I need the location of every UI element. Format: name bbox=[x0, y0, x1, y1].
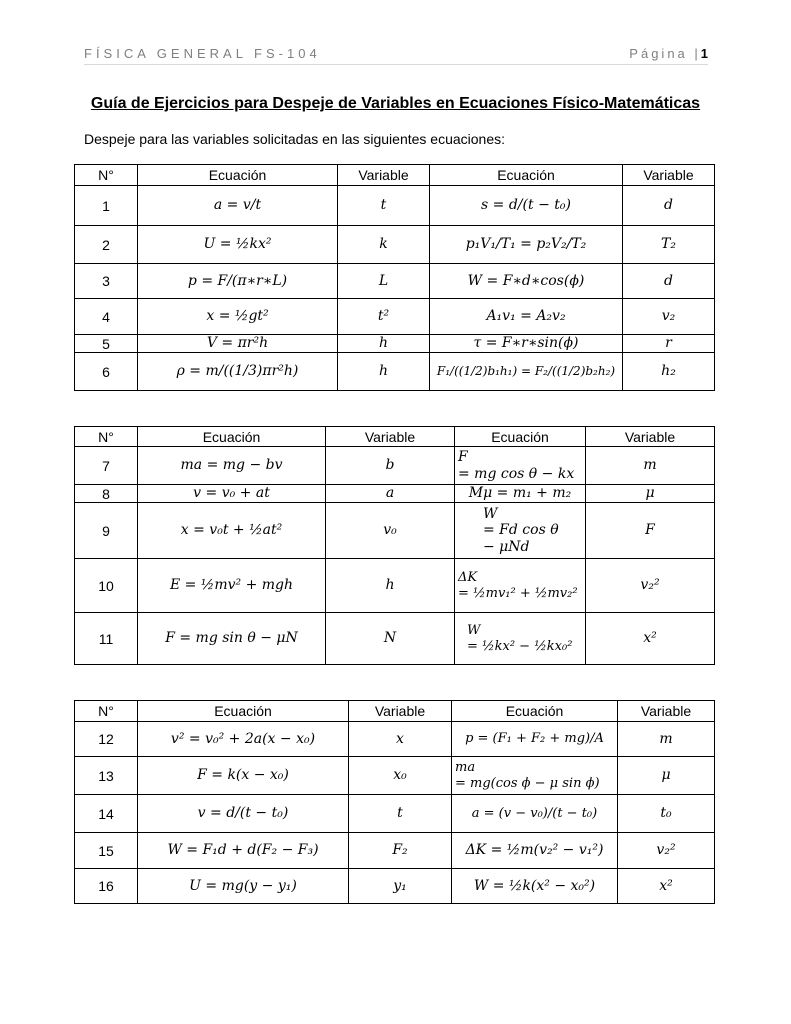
col-header-equation: Ecuación bbox=[452, 701, 618, 722]
col-header-variable: Variable bbox=[326, 427, 455, 447]
exercise-table-3 bbox=[74, 700, 715, 904]
table-row bbox=[75, 485, 715, 503]
col-header-n: N° bbox=[75, 165, 138, 186]
col-header-variable: Variable bbox=[623, 165, 715, 186]
equation: a = (v − v₀)/(t − t₀) bbox=[452, 795, 618, 833]
equation: Mμ = m₁ + m₂ bbox=[455, 485, 586, 503]
row-number: 16 bbox=[75, 869, 138, 904]
col-header-variable: Variable bbox=[338, 165, 430, 186]
variable: y₁ bbox=[349, 869, 452, 904]
variable: μ bbox=[618, 757, 715, 795]
row-number: 5 bbox=[75, 335, 138, 353]
variable: F₂ bbox=[349, 833, 452, 869]
col-header-equation: Ecuación bbox=[138, 427, 326, 447]
row-number: 7 bbox=[75, 447, 138, 485]
row-number: 10 bbox=[75, 559, 138, 613]
variable: x² bbox=[618, 869, 715, 904]
row-number: 13 bbox=[75, 757, 138, 795]
equation: F₁/((1/2)b₁h₁) = F₂/((1/2)b₂h₂) bbox=[430, 353, 623, 391]
table-header-row bbox=[75, 701, 715, 722]
row-number: 9 bbox=[75, 503, 138, 559]
variable: b bbox=[326, 447, 455, 485]
table-row bbox=[75, 869, 715, 904]
variable: t₀ bbox=[618, 795, 715, 833]
page-header bbox=[84, 44, 708, 65]
col-header-variable: Variable bbox=[586, 427, 715, 447]
equation: v = d/(t − t₀) bbox=[138, 795, 349, 833]
row-number: 2 bbox=[75, 226, 138, 264]
table-row bbox=[75, 613, 715, 665]
variable: v₂² bbox=[618, 833, 715, 869]
variable: m bbox=[586, 447, 715, 485]
equation: F = mg cos θ − kx bbox=[455, 447, 586, 485]
row-number: 15 bbox=[75, 833, 138, 869]
row-number: 8 bbox=[75, 485, 138, 503]
equation: W = ½k(x² − x₀²) bbox=[452, 869, 618, 904]
table-row bbox=[75, 757, 715, 795]
page-label: Página | bbox=[629, 46, 701, 61]
col-header-variable: Variable bbox=[349, 701, 452, 722]
variable: t bbox=[338, 186, 430, 226]
equation: ΔK = ½mv₁² + ½mv₂² bbox=[455, 559, 586, 613]
variable: x₀ bbox=[349, 757, 452, 795]
equation: W = F₁d + d(F₂ − F₃) bbox=[138, 833, 349, 869]
equation: p₁V₁/T₁ = p₂V₂/T₂ bbox=[430, 226, 623, 264]
equation: V = πr²h bbox=[138, 335, 338, 353]
variable: h bbox=[338, 353, 430, 391]
row-number: 6 bbox=[75, 353, 138, 391]
equation: W = F∗d∗cos(ϕ) bbox=[430, 264, 623, 299]
equation: W = Fd cos θ − μNd bbox=[455, 503, 586, 559]
variable: h bbox=[338, 335, 430, 353]
col-header-n: N° bbox=[75, 427, 138, 447]
row-number: 1 bbox=[75, 186, 138, 226]
row-number: 14 bbox=[75, 795, 138, 833]
table-row bbox=[75, 559, 715, 613]
variable: r bbox=[623, 335, 715, 353]
equation: p = F/(π∗r∗L) bbox=[138, 264, 338, 299]
variable: x bbox=[349, 722, 452, 757]
equation: U = ½kx² bbox=[138, 226, 338, 264]
row-number: 3 bbox=[75, 264, 138, 299]
col-header-variable: Variable bbox=[618, 701, 715, 722]
equation: s = d/(t − t₀) bbox=[430, 186, 623, 226]
variable: d bbox=[623, 264, 715, 299]
variable: t² bbox=[338, 299, 430, 335]
course-name: FÍSICA GENERAL FS-104 bbox=[84, 46, 321, 61]
row-number: 4 bbox=[75, 299, 138, 335]
variable: d bbox=[623, 186, 715, 226]
variable: m bbox=[618, 722, 715, 757]
equation: x = ½gt² bbox=[138, 299, 338, 335]
variable: v₀ bbox=[326, 503, 455, 559]
table-header-row bbox=[75, 165, 715, 186]
variable: h bbox=[326, 559, 455, 613]
table-header-row bbox=[75, 427, 715, 447]
instructions: Despeje para las variables solicitadas en las siguientes ecuaciones: bbox=[84, 131, 506, 147]
variable: k bbox=[338, 226, 430, 264]
equation: p = (F₁ + F₂ + mg)/A bbox=[452, 722, 618, 757]
variable: v₂² bbox=[586, 559, 715, 613]
equation: W = ½kx² − ½kx₀² bbox=[455, 613, 586, 665]
equation: U = mg(y − y₁) bbox=[138, 869, 349, 904]
variable: T₂ bbox=[623, 226, 715, 264]
table-row bbox=[75, 299, 715, 335]
table-row bbox=[75, 353, 715, 391]
equation: ma = mg(cos ϕ − μ sin ϕ) bbox=[452, 757, 618, 795]
col-header-equation: Ecuación bbox=[455, 427, 586, 447]
variable: x² bbox=[586, 613, 715, 665]
table-row bbox=[75, 795, 715, 833]
variable: a bbox=[326, 485, 455, 503]
equation: v² = v₀² + 2a(x − x₀) bbox=[138, 722, 349, 757]
table-row bbox=[75, 447, 715, 485]
col-header-equation: Ecuación bbox=[138, 701, 349, 722]
table-row bbox=[75, 226, 715, 264]
equation: x = v₀t + ½at² bbox=[138, 503, 326, 559]
equation: F = k(x − x₀) bbox=[138, 757, 349, 795]
col-header-n: N° bbox=[75, 701, 138, 722]
equation: v = v₀ + at bbox=[138, 485, 326, 503]
row-number: 12 bbox=[75, 722, 138, 757]
table-row bbox=[75, 264, 715, 299]
exercise-table-2 bbox=[74, 426, 715, 665]
table-row bbox=[75, 503, 715, 559]
table-row bbox=[75, 335, 715, 353]
variable: N bbox=[326, 613, 455, 665]
equation: A₁v₁ = A₂v₂ bbox=[430, 299, 623, 335]
row-number: 11 bbox=[75, 613, 138, 665]
variable: h₂ bbox=[623, 353, 715, 391]
equation: ma = mg − bv bbox=[138, 447, 326, 485]
equation: τ = F∗r∗sin(ϕ) bbox=[430, 335, 623, 353]
equation: F = mg sin θ − μN bbox=[138, 613, 326, 665]
variable: t bbox=[349, 795, 452, 833]
variable: μ bbox=[586, 485, 715, 503]
exercise-table-1 bbox=[74, 164, 715, 391]
variable: F bbox=[586, 503, 715, 559]
page-indicator bbox=[629, 46, 708, 61]
equation: ρ = m/((1/3)πr²h) bbox=[138, 353, 338, 391]
page-number: 1 bbox=[700, 46, 708, 61]
variable: v₂ bbox=[623, 299, 715, 335]
col-header-equation: Ecuación bbox=[430, 165, 623, 186]
table-row bbox=[75, 186, 715, 226]
variable: L bbox=[338, 264, 430, 299]
equation: ΔK = ½m(v₂² − v₁²) bbox=[452, 833, 618, 869]
table-row bbox=[75, 833, 715, 869]
table-row bbox=[75, 722, 715, 757]
document-title: Guía de Ejercicios para Despeje de Variables en Ecuaciones Físico-Matemáticas bbox=[90, 95, 701, 112]
col-header-equation: Ecuación bbox=[138, 165, 338, 186]
equation: E = ½mv² + mgh bbox=[138, 559, 326, 613]
equation: a = v/t bbox=[138, 186, 338, 226]
